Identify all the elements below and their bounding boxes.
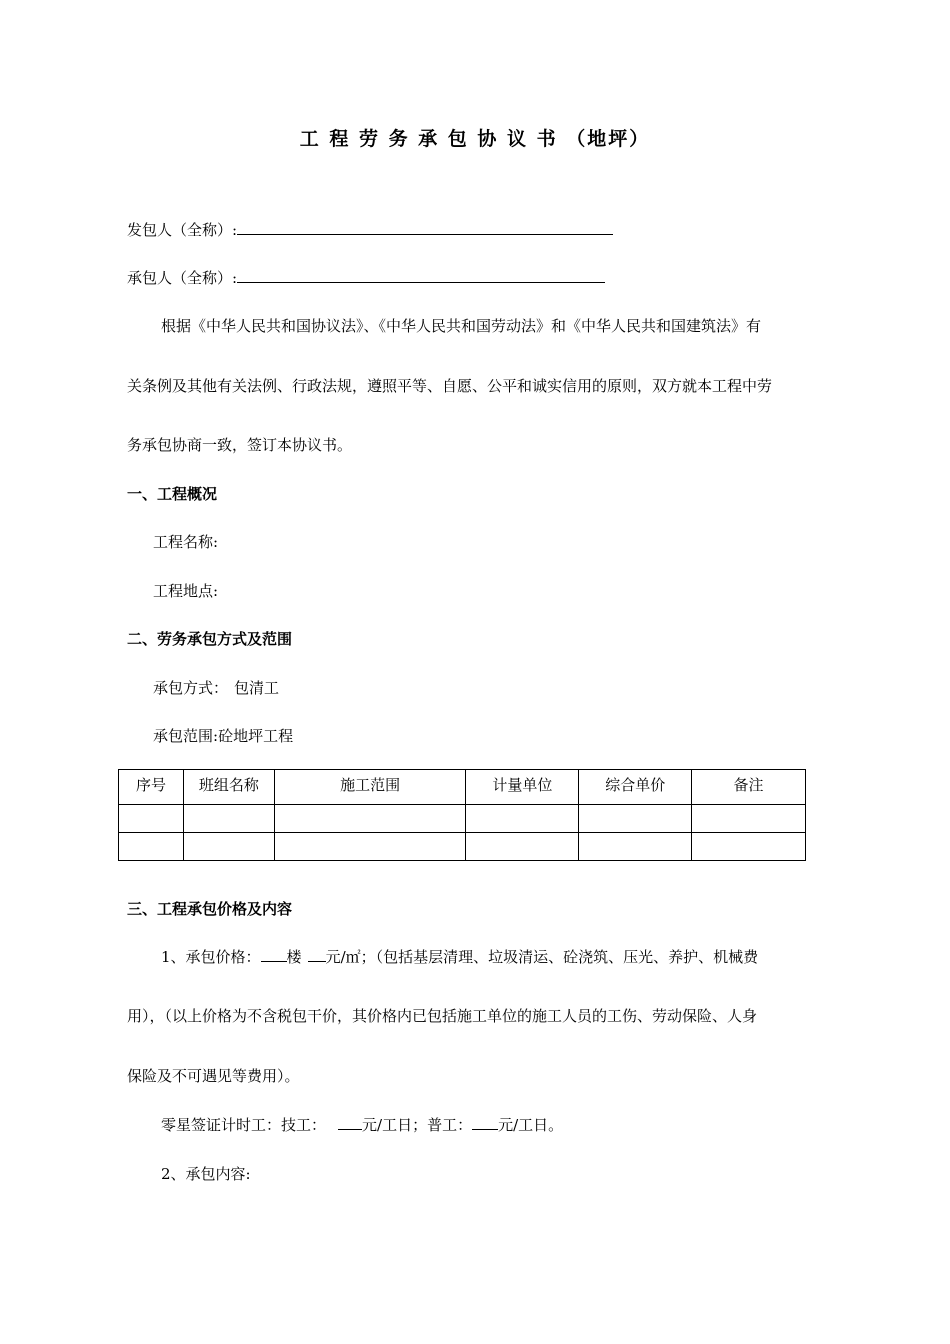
labor-end: 元/工日。 xyxy=(498,1116,564,1134)
price-floor-text: 楼 xyxy=(286,948,302,966)
header-remarks: 备注 xyxy=(692,770,806,805)
project-name-label: 工程名称: xyxy=(153,533,219,551)
section-1-heading: 一、工程概况 xyxy=(127,485,218,503)
table-cell[interactable] xyxy=(274,833,466,861)
table-row xyxy=(119,833,806,861)
scope-value: 砼地坪工程 xyxy=(218,727,294,745)
section-3-heading: 三、工程承包价格及内容 xyxy=(127,900,293,918)
table-cell[interactable] xyxy=(692,833,806,861)
contractor-label: 承包人（全称）: xyxy=(127,269,238,287)
price-label: 1、承包价格： xyxy=(161,948,261,966)
project-location-label: 工程地点: xyxy=(153,582,219,600)
contractor-blank[interactable] xyxy=(237,266,605,283)
table-cell[interactable] xyxy=(119,805,184,833)
table-cell[interactable] xyxy=(692,805,806,833)
contract-table xyxy=(118,769,806,861)
employer-blank[interactable] xyxy=(237,218,613,235)
header-index: 序号 xyxy=(119,770,184,805)
price-blank-amount[interactable] xyxy=(308,946,326,962)
method-value: 包清工 xyxy=(234,679,280,697)
header-unit: 计量单位 xyxy=(466,770,579,805)
labor-mid: 元/工日；普工： xyxy=(362,1116,473,1134)
employer-line xyxy=(127,218,613,240)
header-work-scope: 施工范围 xyxy=(274,770,466,805)
table-header-row xyxy=(119,770,806,805)
table-cell[interactable] xyxy=(579,805,692,833)
section-2-heading: 二、劳务承包方式及范围 xyxy=(127,630,293,648)
scope-label: 承包范围: xyxy=(153,727,219,745)
price-line-3: 保险及不可遇见等费用）。 xyxy=(127,1067,300,1085)
content-label: 2、承包内容: xyxy=(161,1165,251,1183)
document-title: 工 程 劳 务 承 包 协 议 书 （地坪） xyxy=(299,128,651,150)
intro-paragraph-line-3: 务承包协商一致，签订本协议书。 xyxy=(127,436,353,454)
table-cell[interactable] xyxy=(466,805,579,833)
table-cell[interactable] xyxy=(183,805,274,833)
header-team-name: 班组名称 xyxy=(183,770,274,805)
employer-label: 发包人（全称）: xyxy=(127,221,238,239)
price-detail: 元/㎡；（包括基层清理、垃圾清运、砼浇筑、压光、养护、机械费 xyxy=(325,948,759,966)
method-line xyxy=(153,677,279,698)
scope-line xyxy=(153,725,293,746)
header-unit-price: 综合单价 xyxy=(579,770,692,805)
table-row xyxy=(119,805,806,833)
labor-label: 零星签证计时工：技工： xyxy=(161,1116,327,1134)
price-blank-floor[interactable] xyxy=(261,946,287,962)
price-line-1 xyxy=(161,946,758,967)
intro-paragraph-line-2: 关条例及其他有关法例、行政法规，遵照平等、自愿、公平和诚实信用的原则，双方就本工程中劳 xyxy=(127,377,773,395)
table-cell[interactable] xyxy=(579,833,692,861)
contractor-line xyxy=(127,266,605,288)
table-cell[interactable] xyxy=(183,833,274,861)
price-line-2: 用），（以上价格为不含税包干价，其价格内已包括施工单位的施工人员的工伤、劳动保险、人身 xyxy=(127,1007,758,1025)
skilled-rate-blank[interactable] xyxy=(338,1114,362,1130)
labor-rate-line xyxy=(161,1114,563,1135)
method-label: 承包方式： xyxy=(153,679,229,697)
table-cell[interactable] xyxy=(119,833,184,861)
table-cell[interactable] xyxy=(274,805,466,833)
general-rate-blank[interactable] xyxy=(472,1114,498,1130)
intro-paragraph-line-1: 根据《中华人民共和国协议法》、《中华人民共和国劳动法》和《中华人民共和国建筑法》有 xyxy=(161,317,762,335)
table-cell[interactable] xyxy=(466,833,579,861)
